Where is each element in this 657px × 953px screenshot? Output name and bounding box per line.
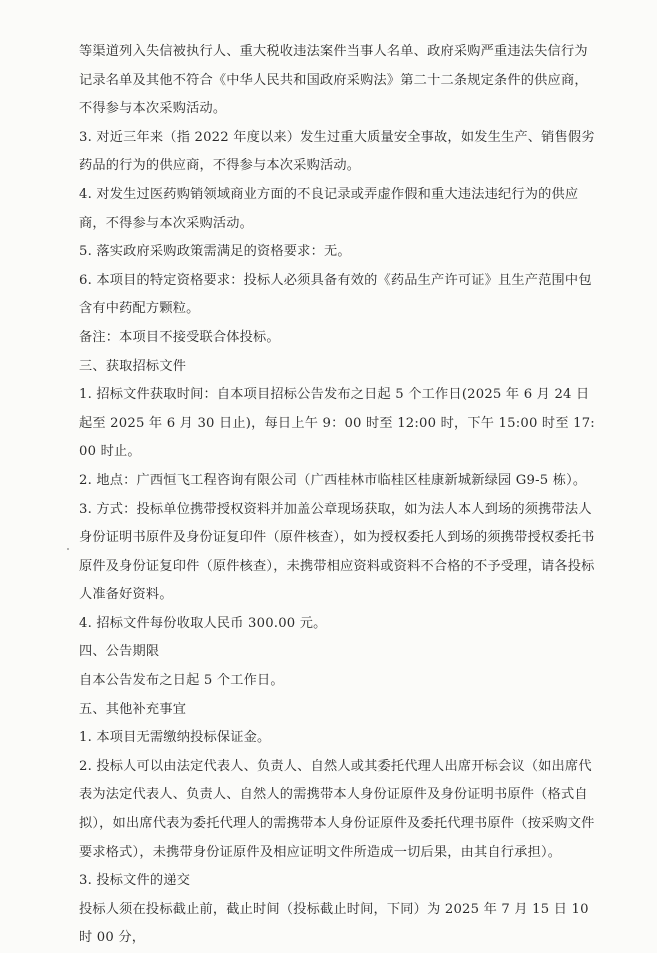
scan-speck [67,548,69,550]
paragraph-submission-heading: 3. 投标文件的递交 [79,873,191,889]
paragraph-blacklist-continuation: 等渠道列入失信被执行人、重大税收违法案件当事人名单、政府采购严重违法失信行为记录名单及其他不符合《中华人民共和国政府采购法》第二十二条规定条件的供应商，不得参与本次采购活动。 [79,44,588,117]
paragraph-obtain-time: 1. 招标文件获取时间：自本项目招标公告发布之日起 5 个工作日(2025 年 6 月 24 日起至 2025 年 6 月 30 日止)，每日上午 9：00 时至 12:00 时，下午 15:00 时至 17:00 时止。 [79,387,595,460]
section-heading-other-matters: 五、其他补充事宜 [79,701,187,717]
section-heading-announcement-period: 四、公告期限 [79,644,160,660]
paragraph-bad-records: 4. 对发生过医药购销领域商业方面的不良记录或弄虚作假和重大违法违纪行为的供应商，不得参与本次采购活动。 [79,186,579,231]
paragraph-location: 2. 地点：广西恒飞工程咨询有限公司（广西桂林市临桂区桂康新城新绿园 G9-5 栋）。 [79,472,587,488]
paragraph-no-deposit: 1. 本项目无需缴纳投标保证金。 [79,730,271,746]
paragraph-special-qualification: 6. 本项目的特定资格要求：投标人必须具备有效的《药品生产许可证》且生产范围中包含有中药配方颗粒。 [79,272,592,317]
paragraph-method: 3. 方式：投标单位携带授权资料并加盖公章现场获取，如为法人本人到场的须携带法人身份证明书原件及身份证复印件（原件核查），如为授权委托人到场的须携带授权委托书原件及身份证复印件（原件核查），未携带相应资料或资料不合格的不予受理，请各投标人准备好资料。 [79,501,595,603]
paragraph-remark: 备注：本项目不接受联合体投标。 [79,329,280,345]
paragraph-submission-deadline: 投标人须在投标截止前，截止时间（投标截止时间，下同）为 2025 年 7 月 15 日 10 时 00 分， [79,901,589,946]
paragraph-quality-accidents: 3. 对近三年来（指 2022 年度以来）发生过重大质量安全事故，如发生生产、销售假劣药品的行为的供应商，不得参与本次采购活动。 [79,129,595,174]
section-heading-obtain-documents: 三、获取招标文件 [79,358,187,374]
document-body [79,38,595,953]
paragraph-document-fee: 4. 招标文件每份收取人民币 300.00 元。 [79,615,327,631]
paragraph-attendance-rules: 2. 投标人可以由法定代表人、负责人、自然人或其委托代理人出席开标会议（如出席代表为法定代表人、负责人、自然人的需携带本人身份证原件及身份证明书原件（格式自拟），如出席代表为委托代理人的需携带本人身份证原件及委托代理书原件（按采购文件要求格式），未携带身份证原件及相应证明文件所造成一切后果，由其自行承担）。 [79,758,595,860]
paragraph-announcement-period: 自本公告发布之日起 5 个工作日。 [79,673,284,689]
paragraph-policy-requirements: 5. 落实政府采购政策需满足的资格要求：无。 [79,244,351,260]
